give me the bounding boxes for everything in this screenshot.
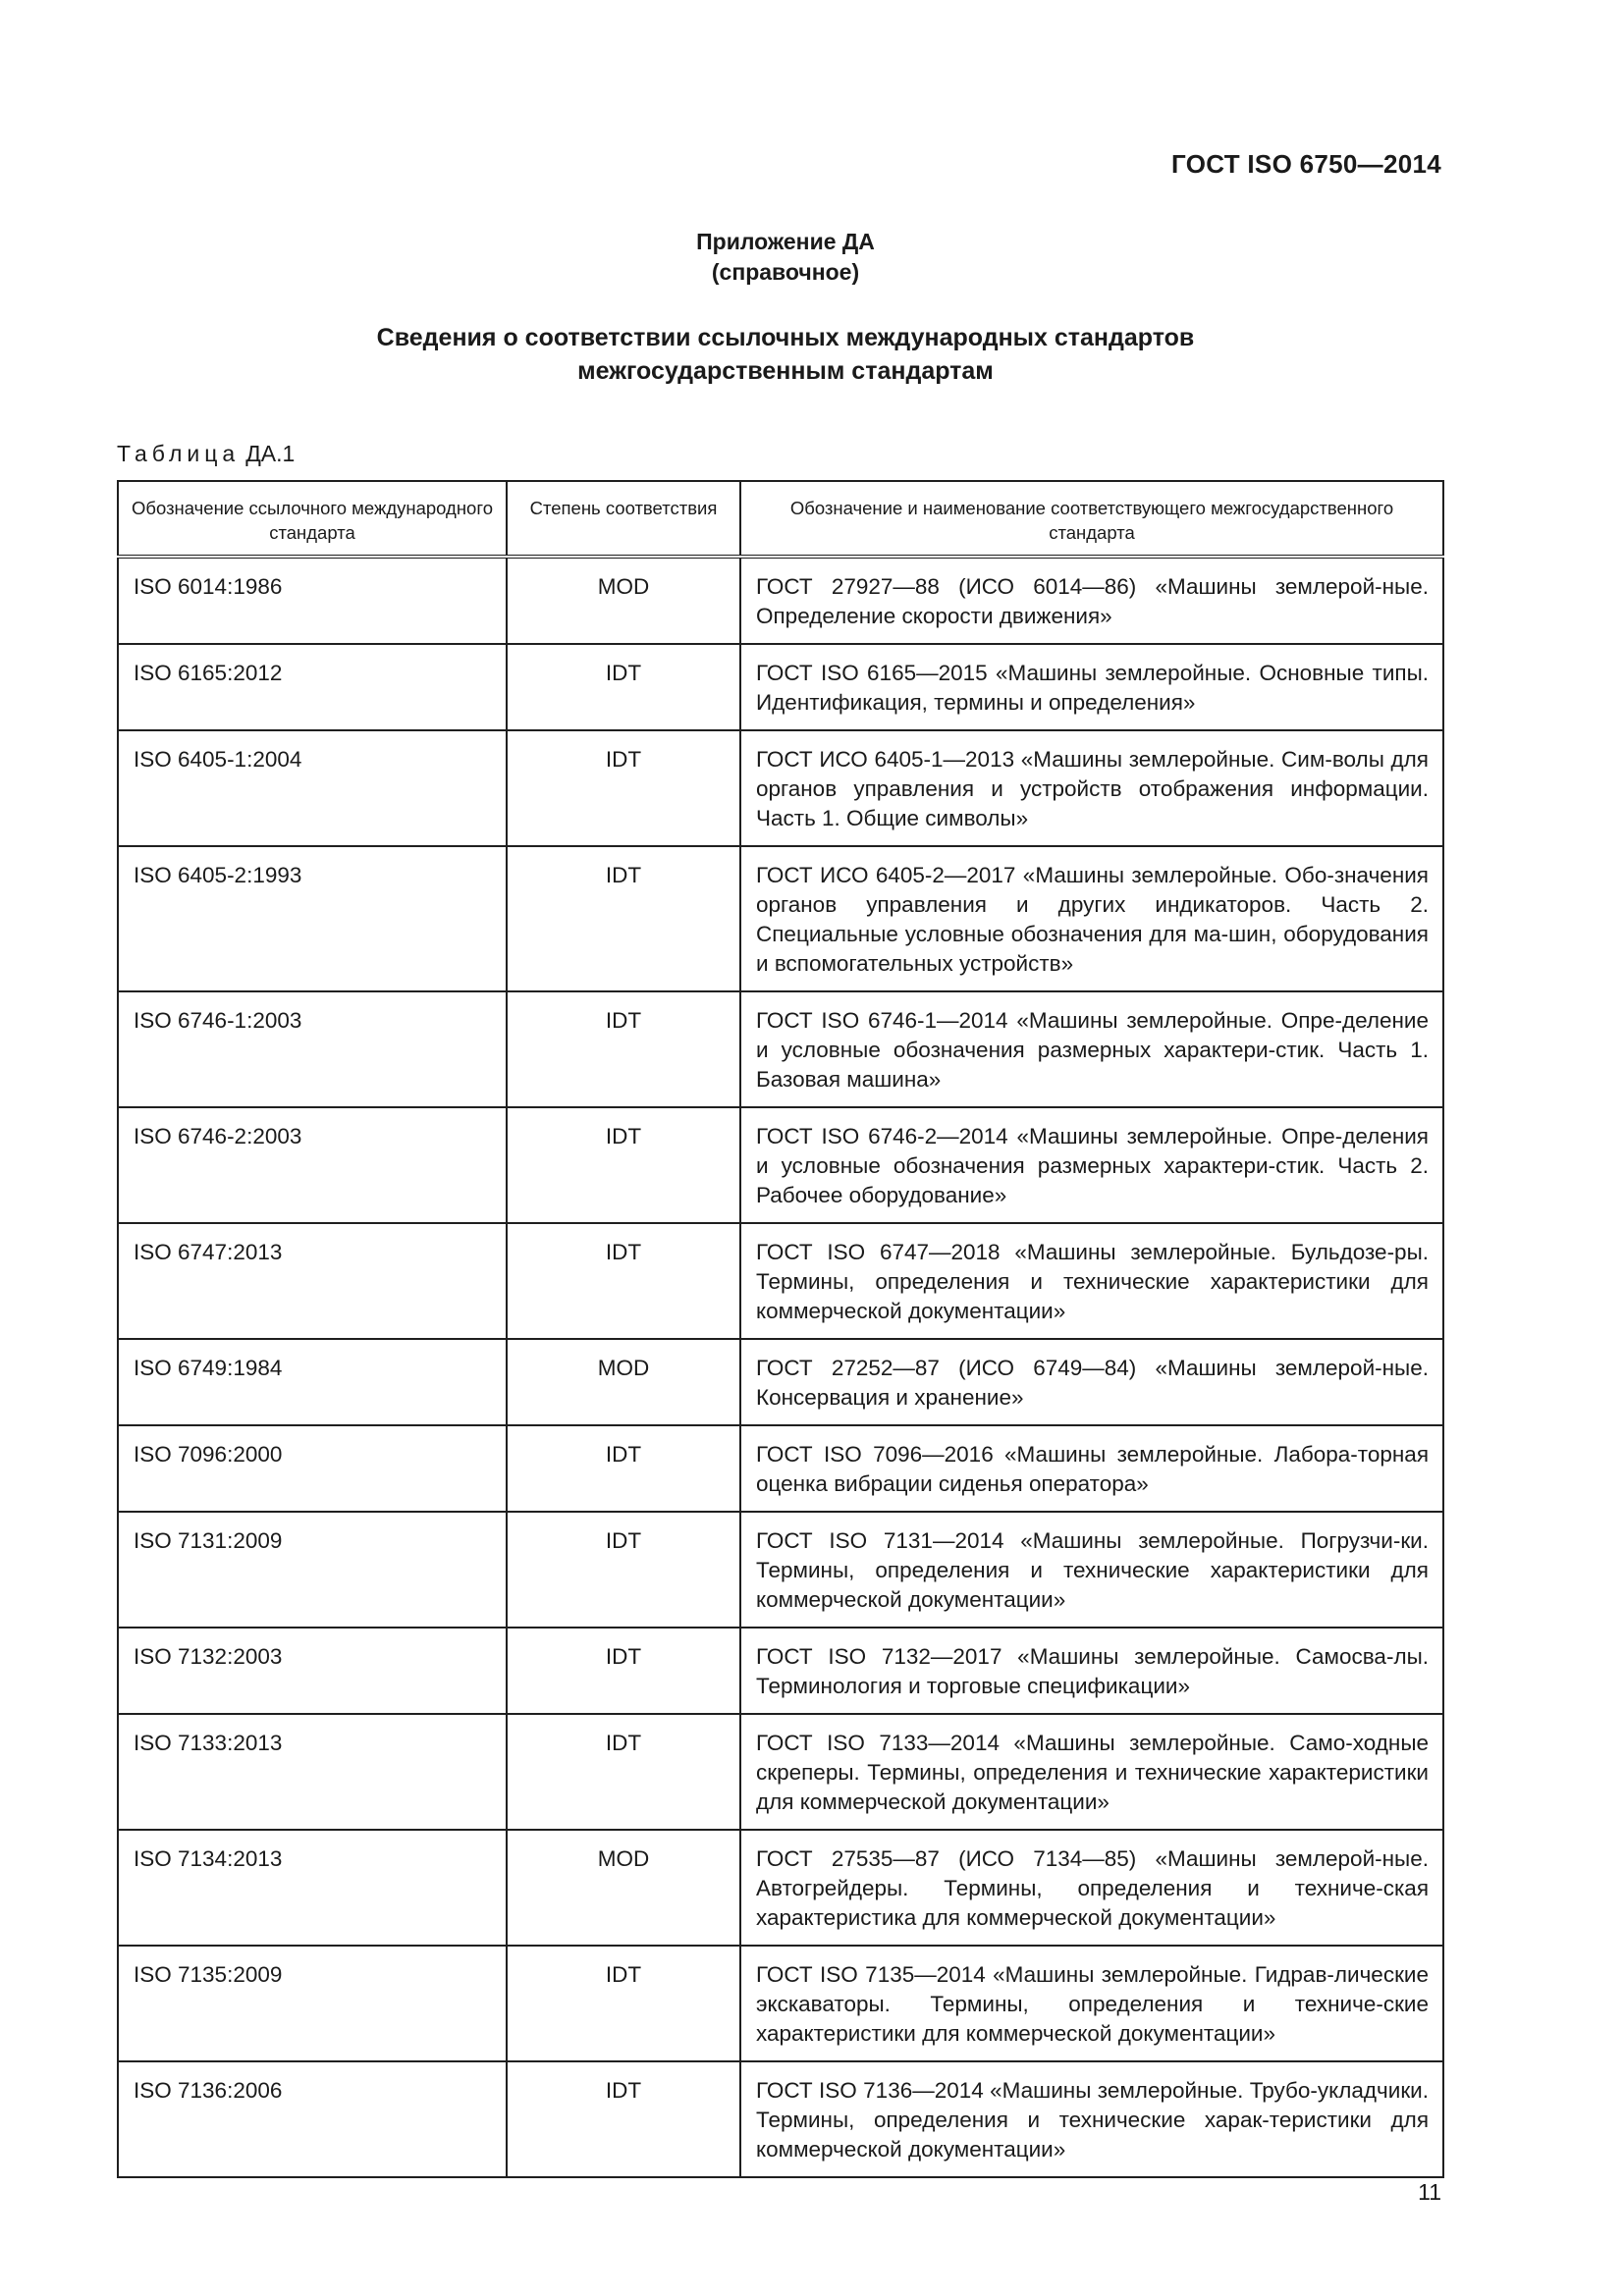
annex-title-line-2: межгосударственным стандартам bbox=[577, 357, 994, 385]
table-header-row bbox=[118, 481, 1443, 557]
cell-reference-standard: ISO 7096:2000 bbox=[118, 1425, 507, 1512]
cell-reference-standard: ISO 7136:2006 bbox=[118, 2061, 507, 2177]
correspondence-table bbox=[117, 480, 1444, 2178]
annex-status: (справочное) bbox=[711, 259, 860, 285]
cell-reference-standard: ISO 7132:2003 bbox=[118, 1628, 507, 1714]
cell-degree: MOD bbox=[507, 1830, 740, 1946]
table-row bbox=[118, 2061, 1443, 2177]
table-row bbox=[118, 1223, 1443, 1339]
table-row bbox=[118, 1946, 1443, 2061]
table-caption bbox=[117, 441, 295, 467]
cell-degree: IDT bbox=[507, 1512, 740, 1628]
cell-interstate-standard: ГОСТ ISO 7135—2014 «Машины землеройные. Гидрав-лические экскаваторы. Термины, определения и техниче-ские характеристики для коммерческой документации» bbox=[740, 1946, 1443, 2061]
cell-degree: IDT bbox=[507, 644, 740, 730]
cell-interstate-standard: ГОСТ ISO 7133—2014 «Машины землеройные. Само-ходные скреперы. Термины, определения и технические характеристики для коммерческой документации» bbox=[740, 1714, 1443, 1830]
table-caption-word: Таблица bbox=[117, 441, 241, 466]
cell-degree: IDT bbox=[507, 1628, 740, 1714]
cell-reference-standard: ISO 7134:2013 bbox=[118, 1830, 507, 1946]
cell-degree: IDT bbox=[507, 1946, 740, 2061]
cell-reference-standard: ISO 7131:2009 bbox=[118, 1512, 507, 1628]
cell-reference-standard: ISO 6405-1:2004 bbox=[118, 730, 507, 846]
table-row bbox=[118, 644, 1443, 730]
cell-reference-standard: ISO 7135:2009 bbox=[118, 1946, 507, 2061]
cell-interstate-standard: ГОСТ ИСО 6405-1—2013 «Машины землеройные. Сим-волы для органов управления и устройств отображения информации. Часть 1. Общие символы» bbox=[740, 730, 1443, 846]
header-degree: Степень соответствия bbox=[507, 481, 740, 557]
cell-degree: IDT bbox=[507, 1107, 740, 1223]
table-row bbox=[118, 557, 1443, 644]
table-row bbox=[118, 1512, 1443, 1628]
cell-reference-standard: ISO 6749:1984 bbox=[118, 1339, 507, 1425]
annex-heading bbox=[0, 227, 1571, 288]
table-row bbox=[118, 1425, 1443, 1512]
cell-interstate-standard: ГОСТ ISO 7136—2014 «Машины землеройные. Трубо-укладчики. Термины, определения и технические харак-теристики для коммерческой документации» bbox=[740, 2061, 1443, 2177]
table-body bbox=[118, 557, 1443, 2177]
cell-reference-standard: ISO 7133:2013 bbox=[118, 1714, 507, 1830]
cell-interstate-standard: ГОСТ ISO 6746-2—2014 «Машины землеройные. Опре-деления и условные обозначения размерных характери-стик. Часть 2. Рабочее оборудование» bbox=[740, 1107, 1443, 1223]
cell-reference-standard: ISO 6405-2:1993 bbox=[118, 846, 507, 991]
cell-reference-standard: ISO 6747:2013 bbox=[118, 1223, 507, 1339]
page-number: 11 bbox=[1418, 2179, 1441, 2205]
cell-degree: IDT bbox=[507, 1714, 740, 1830]
table-caption-number: ДА.1 bbox=[245, 441, 296, 466]
cell-interstate-standard: ГОСТ 27535—87 (ИСО 7134—85) «Машины землерой-ные. Автогрейдеры. Термины, определения и техниче-ская характеристика для коммерческой документации» bbox=[740, 1830, 1443, 1946]
cell-degree: IDT bbox=[507, 2061, 740, 2177]
header-reference-standard: Обозначение ссылочного международного стандарта bbox=[118, 481, 507, 557]
cell-degree: IDT bbox=[507, 1425, 740, 1512]
table-row bbox=[118, 1339, 1443, 1425]
cell-interstate-standard: ГОСТ 27252—87 (ИСО 6749—84) «Машины землерой-ные. Консервация и хранение» bbox=[740, 1339, 1443, 1425]
cell-degree: MOD bbox=[507, 557, 740, 644]
cell-degree: IDT bbox=[507, 846, 740, 991]
annex-title bbox=[0, 321, 1571, 388]
cell-interstate-standard: ГОСТ ИСО 6405-2—2017 «Машины землеройные. Обо-значения органов управления и других индикаторов. Часть 2. Специальные условные обозначения для ма-шин, оборудования и вспомогательных устройств» bbox=[740, 846, 1443, 991]
cell-degree: MOD bbox=[507, 1339, 740, 1425]
annex-title-line-1: Сведения о соответствии ссылочных международных стандартов bbox=[376, 324, 1195, 351]
cell-interstate-standard: ГОСТ ISO 7131—2014 «Машины землеройные. Погрузчи-ки. Термины, определения и технические характеристики для коммерческой документации» bbox=[740, 1512, 1443, 1628]
cell-interstate-standard: ГОСТ ISO 6165—2015 «Машины землеройные. Основные типы. Идентификация, термины и определения» bbox=[740, 644, 1443, 730]
table-row bbox=[118, 1830, 1443, 1946]
cell-interstate-standard: ГОСТ ISO 6746-1—2014 «Машины землеройные. Опре-деление и условные обозначения размерных характери-стик. Часть 1. Базовая машина» bbox=[740, 991, 1443, 1107]
cell-interstate-standard: ГОСТ 27927—88 (ИСО 6014—86) «Машины землерой-ные. Определение скорости движения» bbox=[740, 557, 1443, 644]
cell-interstate-standard: ГОСТ ISO 7132—2017 «Машины землеройные. Самосва-лы. Терминология и торговые спецификации» bbox=[740, 1628, 1443, 1714]
table-row bbox=[118, 991, 1443, 1107]
header-interstate-standard: Обозначение и наименование соответствующего межгосударственного стандарта bbox=[740, 481, 1443, 557]
cell-reference-standard: ISO 6014:1986 bbox=[118, 557, 507, 644]
cell-degree: IDT bbox=[507, 1223, 740, 1339]
cell-interstate-standard: ГОСТ ISO 6747—2018 «Машины землеройные. Бульдозе-ры. Термины, определения и технические характеристики для коммерческой документации» bbox=[740, 1223, 1443, 1339]
annex-label: Приложение ДА bbox=[696, 229, 875, 254]
cell-reference-standard: ISO 6165:2012 bbox=[118, 644, 507, 730]
cell-degree: IDT bbox=[507, 991, 740, 1107]
table-row bbox=[118, 1628, 1443, 1714]
table-row bbox=[118, 846, 1443, 991]
cell-degree: IDT bbox=[507, 730, 740, 846]
document-code: ГОСТ ISO 6750—2014 bbox=[1171, 149, 1441, 179]
table-row bbox=[118, 1107, 1443, 1223]
table-row bbox=[118, 730, 1443, 846]
table-row bbox=[118, 1714, 1443, 1830]
cell-reference-standard: ISO 6746-2:2003 bbox=[118, 1107, 507, 1223]
cell-interstate-standard: ГОСТ ISO 7096—2016 «Машины землеройные. Лабора-торная оценка вибрации сиденья оператора» bbox=[740, 1425, 1443, 1512]
cell-reference-standard: ISO 6746-1:2003 bbox=[118, 991, 507, 1107]
